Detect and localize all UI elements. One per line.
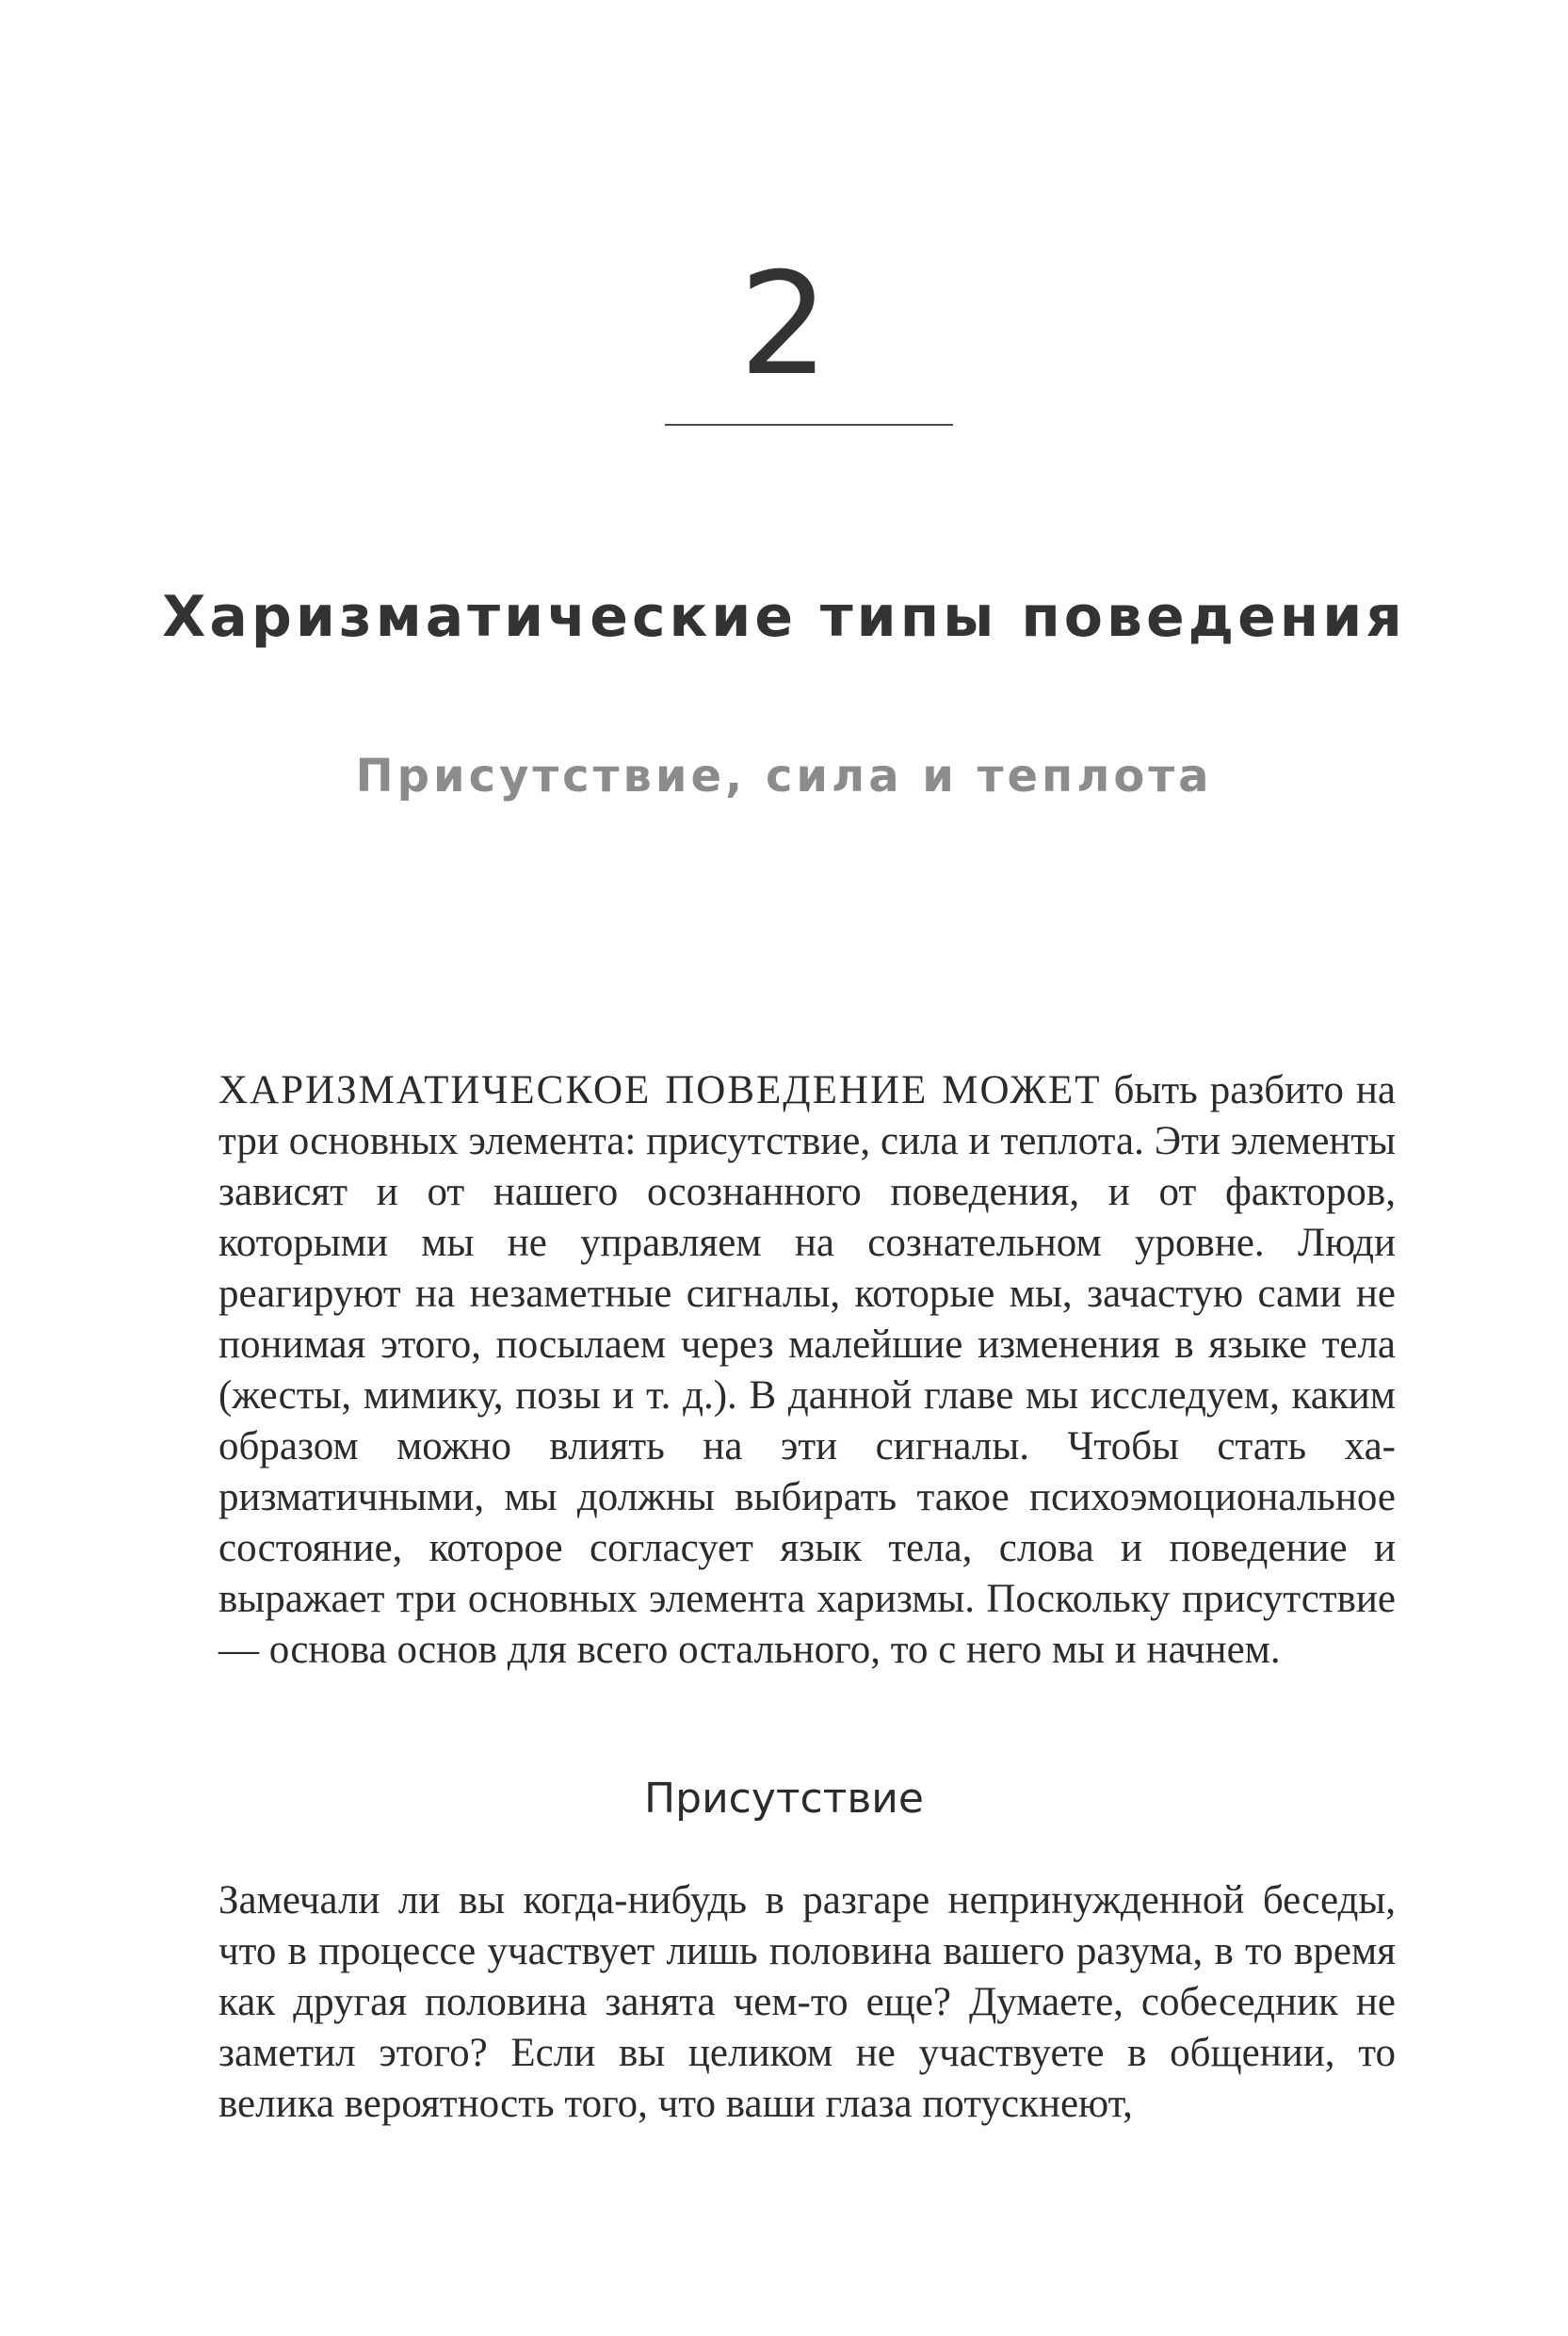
- section-paragraph: Замечали ли вы когда-нибудь в разгаре непринужденной беседы, что в процессе участвует лишь половина вашего разума, в то время как другая половина занята чем-то еще? Думаете, собеседник не заметил этого? Если вы целиком не участвуете в общении, то велика вероятность того, что ваши глаза потускнеют,: [218, 1878, 1396, 2126]
- section-heading: Присутствие: [644, 1775, 924, 1823]
- chapter-title-text: Харизматические типы поведения: [162, 584, 1406, 650]
- chapter-divider: [665, 424, 953, 426]
- chapter-title: [0, 576, 1568, 657]
- intro-paragraph: [218, 1065, 1396, 1676]
- intro-lead-in: ХАРИЗМАТИЧЕСКОЕ ПОВЕДЕНИЕ МОЖЕТ: [218, 1068, 1102, 1112]
- chapter-subtitle: Присутствие, сила и теплота: [355, 750, 1213, 803]
- intro-text: быть разбито на три основных элемента: присутствие, сила и теплота. Эти элементы зависят и от нашего осознанного поведения, и от факторов, которыми мы не управляем на сознательном уровне. Люди реагируют на незаметные сигналы, которые мы, зачастую сами не понимая этого, посылаем через малейшие изменения в языке тела (жесты, мимику, позы и т. д.). В данной главе мы исследуем, каким образом можно влиять на эти сигналы. Чтобы стать харизматичными, мы должны выбирать такое психоэмоциональное состояние, которое согласует язык тела, слова и поведение и выражает три основных элемента харизмы. Поскольку присутствие — основа основ для всего остального, то с него мы и начнем.: [218, 1068, 1396, 1672]
- chapter-number: 2: [738, 243, 830, 407]
